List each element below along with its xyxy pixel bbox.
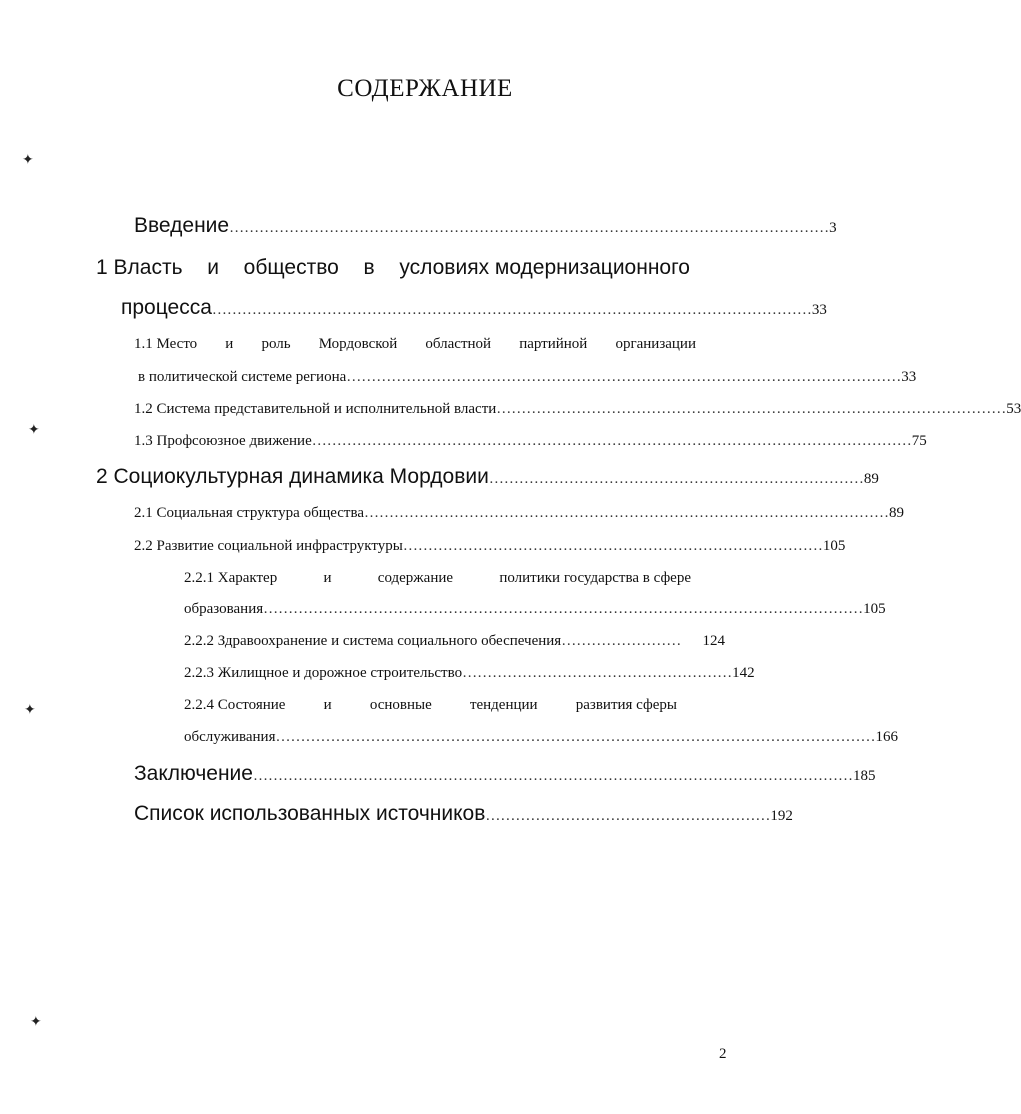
- toc-entry-2-2-4[interactable]: [184, 694, 677, 716]
- star-mark-icon: ✦: [30, 1015, 42, 1030]
- toc-entry-label: 2.1 Социальная структура общества: [134, 505, 365, 521]
- toc-entry-1-3[interactable]: [134, 430, 927, 452]
- toc-page-number: 166: [875, 729, 898, 745]
- word: областной: [425, 336, 492, 352]
- leader-dots: ……………………: [561, 633, 682, 649]
- toc-entry-2-2-3[interactable]: [184, 662, 755, 684]
- toc-entry-label: 2.2 Развитие социальной инфраструктуры: [134, 538, 403, 554]
- toc-entry-label: 2.2.3 Жилищное и дорожное строительство: [184, 665, 463, 681]
- toc-entry-label: Введение: [134, 214, 230, 237]
- word: и: [225, 336, 234, 352]
- leader-dots: …………………………………………………………………………………………………………: [263, 601, 864, 617]
- word: тенденции: [469, 697, 538, 713]
- word: 1 Власть: [96, 256, 183, 279]
- toc-entry-label: 1.2 Система представительной и исполнительной власти: [134, 401, 497, 417]
- toc-entry-label: образования: [184, 601, 264, 617]
- star-mark-icon: ✦: [22, 153, 34, 168]
- toc-entry-chapter-1-cont[interactable]: [121, 294, 827, 324]
- toc-entry-1-1[interactable]: [134, 333, 696, 355]
- toc-page-number: 185: [852, 768, 876, 784]
- toc-entry-intro[interactable]: [134, 212, 837, 242]
- leader-dots: ……………………………………………………………………………………………: [364, 505, 890, 521]
- page-number: 2: [719, 1046, 727, 1062]
- toc-page-number: 89: [863, 471, 879, 487]
- toc-entry-2-2-1[interactable]: [184, 567, 691, 589]
- toc-entry-2-2-2[interactable]: [184, 630, 725, 652]
- word: и: [323, 697, 332, 713]
- toc-page-number: 105: [822, 538, 846, 554]
- word: развития сферы: [575, 697, 677, 713]
- word: 2.2.1 Характер: [184, 570, 278, 586]
- word: роль: [261, 336, 291, 352]
- star-mark-icon: ✦: [24, 703, 36, 718]
- leader-dots: …………………………………………………………………………………………………………: [252, 768, 853, 784]
- word: организации: [615, 336, 696, 352]
- toc-entry-label: Список использованных источников: [134, 802, 486, 825]
- toc-entry-label: 2.2.2 Здравоохранение и система социального обеспечения: [184, 633, 562, 649]
- toc-entry-label: 1.3 Профсоюзное движение: [134, 433, 312, 449]
- word: основные: [369, 697, 432, 713]
- toc-entry-sources[interactable]: [134, 800, 793, 830]
- word: в: [363, 256, 375, 279]
- word: Мордовской: [318, 336, 398, 352]
- leader-dots: …………………………………………………………………………………………………………: [275, 729, 876, 745]
- word: и: [323, 570, 332, 586]
- toc-entry-label: процесса: [121, 296, 212, 319]
- toc-page-number: 89: [889, 505, 905, 521]
- toc-entry-chapter-1[interactable]: [96, 254, 690, 282]
- word: политики государства в сфере: [499, 570, 691, 586]
- leader-dots: …………………………………………………………………………………………: [496, 401, 1007, 417]
- leader-dots: …………………………………………………: [485, 808, 771, 824]
- leader-dots: …………………………………………………………………………………………………………: [211, 302, 812, 318]
- toc-entry-1-2[interactable]: [134, 398, 1021, 420]
- toc-page-number: 142: [732, 665, 755, 681]
- toc-page-number: 75: [911, 433, 927, 449]
- toc-entry-2-2-1-cont[interactable]: [184, 598, 886, 620]
- toc-entry-label: обслуживания: [184, 729, 276, 745]
- toc-page-number: 53: [1006, 401, 1021, 417]
- toc-entry-conclusion[interactable]: [134, 760, 876, 790]
- leader-dots: …………………………………………………………………………………………………: [346, 369, 902, 385]
- toc-entry-chapter-2[interactable]: [96, 463, 879, 493]
- toc-page-number: 105: [863, 601, 886, 617]
- toc-entry-label: 2 Социокультурная динамика Мордовии: [96, 465, 489, 488]
- toc-page-number: 33: [901, 369, 917, 385]
- word: условиях модернизационного: [399, 256, 690, 279]
- toc-entry-2-1[interactable]: [134, 502, 905, 524]
- word: 1.1 Место: [134, 336, 198, 352]
- page-title: СОДЕРЖАНИЕ: [337, 75, 513, 102]
- word: 2.2.4 Состояние: [184, 697, 286, 713]
- toc-entry-label: Заключение: [134, 762, 253, 785]
- word: общество: [243, 256, 339, 279]
- toc-page-number: 192: [770, 808, 793, 824]
- word: содержание: [377, 570, 454, 586]
- star-mark-icon: ✦: [28, 423, 40, 438]
- word: партийной: [519, 336, 588, 352]
- toc-page-number: 124: [702, 633, 725, 649]
- word: и: [207, 256, 219, 279]
- leader-dots: …………………………………………………………………………………………………………: [229, 220, 830, 236]
- toc-page-number: 33: [811, 302, 827, 318]
- leader-dots: …………………………………………………………………: [488, 471, 864, 487]
- toc-entry-2-2-4-cont[interactable]: [184, 726, 898, 748]
- toc-entry-1-1-cont[interactable]: [138, 366, 917, 388]
- toc-page-number: 3: [829, 220, 837, 236]
- leader-dots: …………………………………………………………………………: [402, 538, 823, 554]
- leader-dots: …………………………………………………………………………………………………………: [311, 433, 912, 449]
- toc-entry-label: в политической системе региона: [138, 369, 347, 385]
- leader-dots: ………………………………………………: [462, 665, 733, 681]
- toc-entry-2-2[interactable]: [134, 535, 846, 557]
